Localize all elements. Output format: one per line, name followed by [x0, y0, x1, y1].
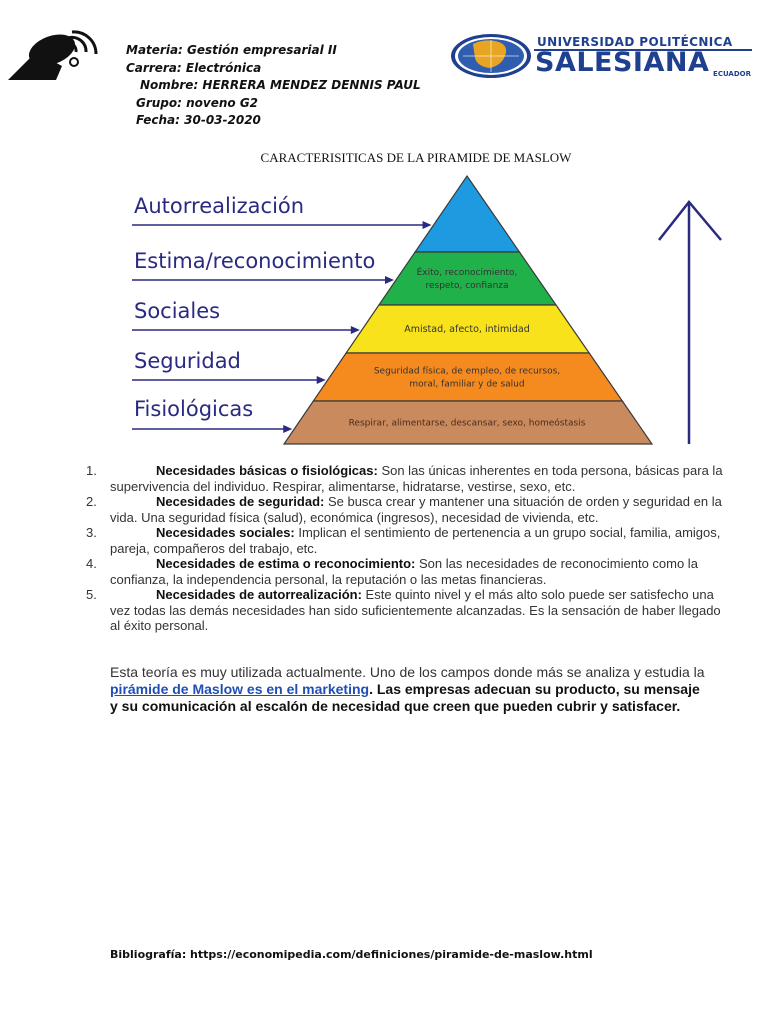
- pyramid-level-text: respeto, confianza: [425, 281, 509, 291]
- pyramid-level-text: Seguridad física, de empleo, de recursos,: [373, 366, 561, 377]
- pyramid-level-label: Autorrealización: [134, 194, 305, 218]
- pyramid-level-text: moral, familiar y de salud: [409, 379, 525, 390]
- university-country: ECUADOR: [713, 70, 751, 78]
- needs-list: [86, 463, 726, 634]
- pyramid-level: [313, 353, 622, 401]
- date-line: Fecha: 30-03-2020: [136, 113, 261, 127]
- list-item-term: Necesidades básicas o fisiológicas:: [156, 463, 378, 478]
- list-item-text: Son las necesidades de reconocimiento como la confianza, la independencia personal, la reputación o las metas financieras.: [110, 556, 698, 587]
- list-item: [86, 463, 726, 494]
- document-title: CARACTERISITICAS DE LA PIRAMIDE DE MASLOW: [260, 150, 572, 165]
- pyramid-layers: [284, 176, 652, 444]
- list-item-text: Este quinto nivel y el más alto solo puede ser satisfecho una vez todas las demás necesidades han sido suficientemente alcanzadas. Es la sensación de haber llegado al éxito personal.: [110, 587, 721, 633]
- list-item-text: Son las únicas inherentes en toda persona, básicas para la supervivencia del individuo. Respirar, alimentarse, hidratarse, vestirse, sexo, etc.: [110, 463, 723, 494]
- pyramid-level-text: Amistad, afecto, intimidad: [404, 324, 530, 335]
- list-item: [86, 587, 726, 634]
- pyramid-level: [379, 252, 556, 305]
- list-item-term: Necesidades de seguridad:: [156, 494, 325, 509]
- pyramid-level-text: Éxito, reconocimiento,: [416, 268, 518, 278]
- group-line: Grupo: noveno G2: [136, 95, 259, 110]
- pyramid-level-label: Seguridad: [134, 349, 241, 373]
- student-info: [126, 42, 421, 130]
- university-name-top: UNIVERSIDAD POLITÉCNICA: [537, 35, 733, 49]
- upward-arrow-icon: [659, 202, 721, 444]
- list-item-number: 2.: [86, 494, 97, 509]
- paragraph-intro: Esta teoría es muy utilizada actualmente. Uno de los campos donde más se analiza y estudia la: [110, 664, 705, 680]
- pyramid-level-label: Estima/reconocimiento: [134, 249, 376, 273]
- list-item: [86, 556, 726, 587]
- subject-line: Materia: Gestión empresarial II: [126, 43, 337, 57]
- satellite-dish-icon: [6, 28, 102, 84]
- pyramid-level-text: Respirar, alimentarse, descansar, sexo, homeóstasis: [348, 418, 586, 429]
- satellite-logo: [6, 28, 102, 84]
- arrow-head-icon: [351, 326, 360, 334]
- arrow-head-icon: [283, 425, 292, 433]
- list-item-number: 5.: [86, 587, 97, 602]
- university-logo: [449, 32, 756, 80]
- arrow-head-icon: [423, 221, 432, 229]
- pyramid-level: [415, 176, 519, 252]
- list-item: [86, 494, 726, 525]
- list-item: [86, 525, 726, 556]
- arrow-head-icon: [317, 376, 326, 384]
- marketing-link[interactable]: pirámide de Maslow es en el marketing: [110, 681, 370, 697]
- pyramid-level-label: Sociales: [134, 299, 221, 323]
- list-item-number: 4.: [86, 556, 97, 571]
- bibliography: Bibliografía: https://economipedia.com/definiciones/piramide-de-maslow.html: [110, 948, 593, 961]
- list-item-number: 3.: [86, 525, 97, 540]
- career-line: Carrera: Electrónica: [126, 60, 262, 75]
- globe-emblem-icon: [449, 32, 533, 80]
- list-item-text: Implican el sentimiento de pertenencia a un grupo social, familia, amigos, pareja, compañeros del trabajo, etc.: [110, 525, 721, 556]
- paragraph-bold-text: . Las empresas adecuan su producto, su mensaje y su comunicación al escalón de necesidad que creen que pueden cubrir y satisfacer.: [110, 681, 700, 714]
- name-line: Nombre: HERRERA MENDEZ DENNIS PAUL: [140, 78, 421, 92]
- list-item-term: Necesidades sociales:: [156, 525, 295, 540]
- conclusion-paragraph: [110, 664, 710, 715]
- list-item-number: 1.: [86, 463, 97, 478]
- arrow-head-icon: [385, 276, 394, 284]
- pyramid-level-label: Fisiológicas: [134, 397, 254, 421]
- list-item-term: Necesidades de autorrealización:: [156, 587, 362, 602]
- list-item-text: Se busca crear y mantener una situación de orden y seguridad en la vida. Una seguridad física (salud), económica (ingresos), necesidad de vivienda, etc.: [110, 494, 722, 525]
- list-item-term: Necesidades de estima o reconocimiento:: [156, 556, 416, 571]
- maslow-pyramid-figure: [112, 172, 724, 448]
- university-name-main: SALESIANA: [535, 47, 710, 78]
